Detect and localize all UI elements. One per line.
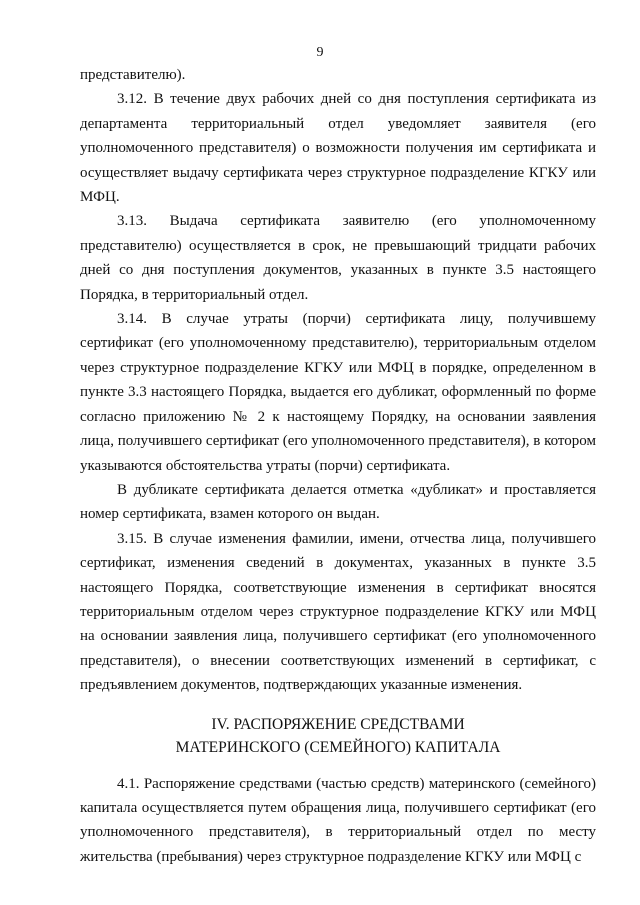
section-heading — [80, 713, 596, 759]
paragraph: 4.1. Распоряжение средствами (частью средств) материнского (семейного) капитала осуществляется путем обращения лица, получившего сертификат (его уполномоченного представителя), в территориальный отдел по месту жительства (пребывания) через структурное подразделение КГКУ или МФЦ с — [80, 775, 596, 865]
paragraph: 3.13. Выдача сертификата заявителю (его уполномоченному представителю) осуществляется в срок, не превышающий тридцати рабочих дней со дня поступления документов, указанных в пункте 3.5 настоящего Порядка, в территориальный отдел. — [80, 213, 596, 303]
paragraph: 3.14. В случае утраты (порчи) сертификата лицу, получившему сертификат (его уполномоченному представителю), территориальным отделом через структурное подразделение КГКУ или МФЦ в порядке, определенном в пункте 3.3 настоящего Порядка, выдается его дубликат, оформленный по форме согласно приложению № 2 к настоящему Порядку, на основании заявления лица, получившего сертификат (его уполномоченного представителя), в котором указываются обстоятельства утраты (порчи) сертификата. — [80, 311, 596, 474]
document-body — [80, 63, 596, 869]
section-heading-line-1: IV. РАСПОРЯЖЕНИЕ СРЕДСТВАМИ — [211, 715, 465, 733]
page-number: 9 — [316, 45, 324, 60]
paragraph: В дубликате сертификата делается отметка «дубликат» и проставляется номер сертификата, взамен которого он выдан. — [80, 481, 596, 523]
paragraphs-after-heading — [80, 772, 596, 870]
paragraph: 3.15. В случае изменения фамилии, имени, отчества лица, получившего сертификат, изменения сведений в документах, указанных в пункте 3.5 настоящего Порядка, соответствующие изменения в сертификат вносятся территориальным отделом через структурное подразделение КГКУ или МФЦ на основании заявления лица, получившего сертификат (его уполномоченного представителя), о внесении соответствующих изменений в сертификат, с предъявлением документов, подтверждающих указанные изменения. — [80, 530, 596, 694]
paragraphs-before-heading — [80, 63, 596, 698]
paragraph: представителю). — [80, 67, 186, 83]
paragraph: 3.12. В течение двух рабочих дней со дня поступления сертификата из департамента территориальный отдел уведомляет заявителя (его уполномоченного представителя) о возможности получения им сертификата и осуществляет выдачу сертификата через структурное подразделение КГКУ или МФЦ. — [80, 91, 596, 206]
section-heading-line-2: МАТЕРИНСКОГО (СЕМЕЙНОГО) КАПИТАЛА — [175, 738, 501, 756]
